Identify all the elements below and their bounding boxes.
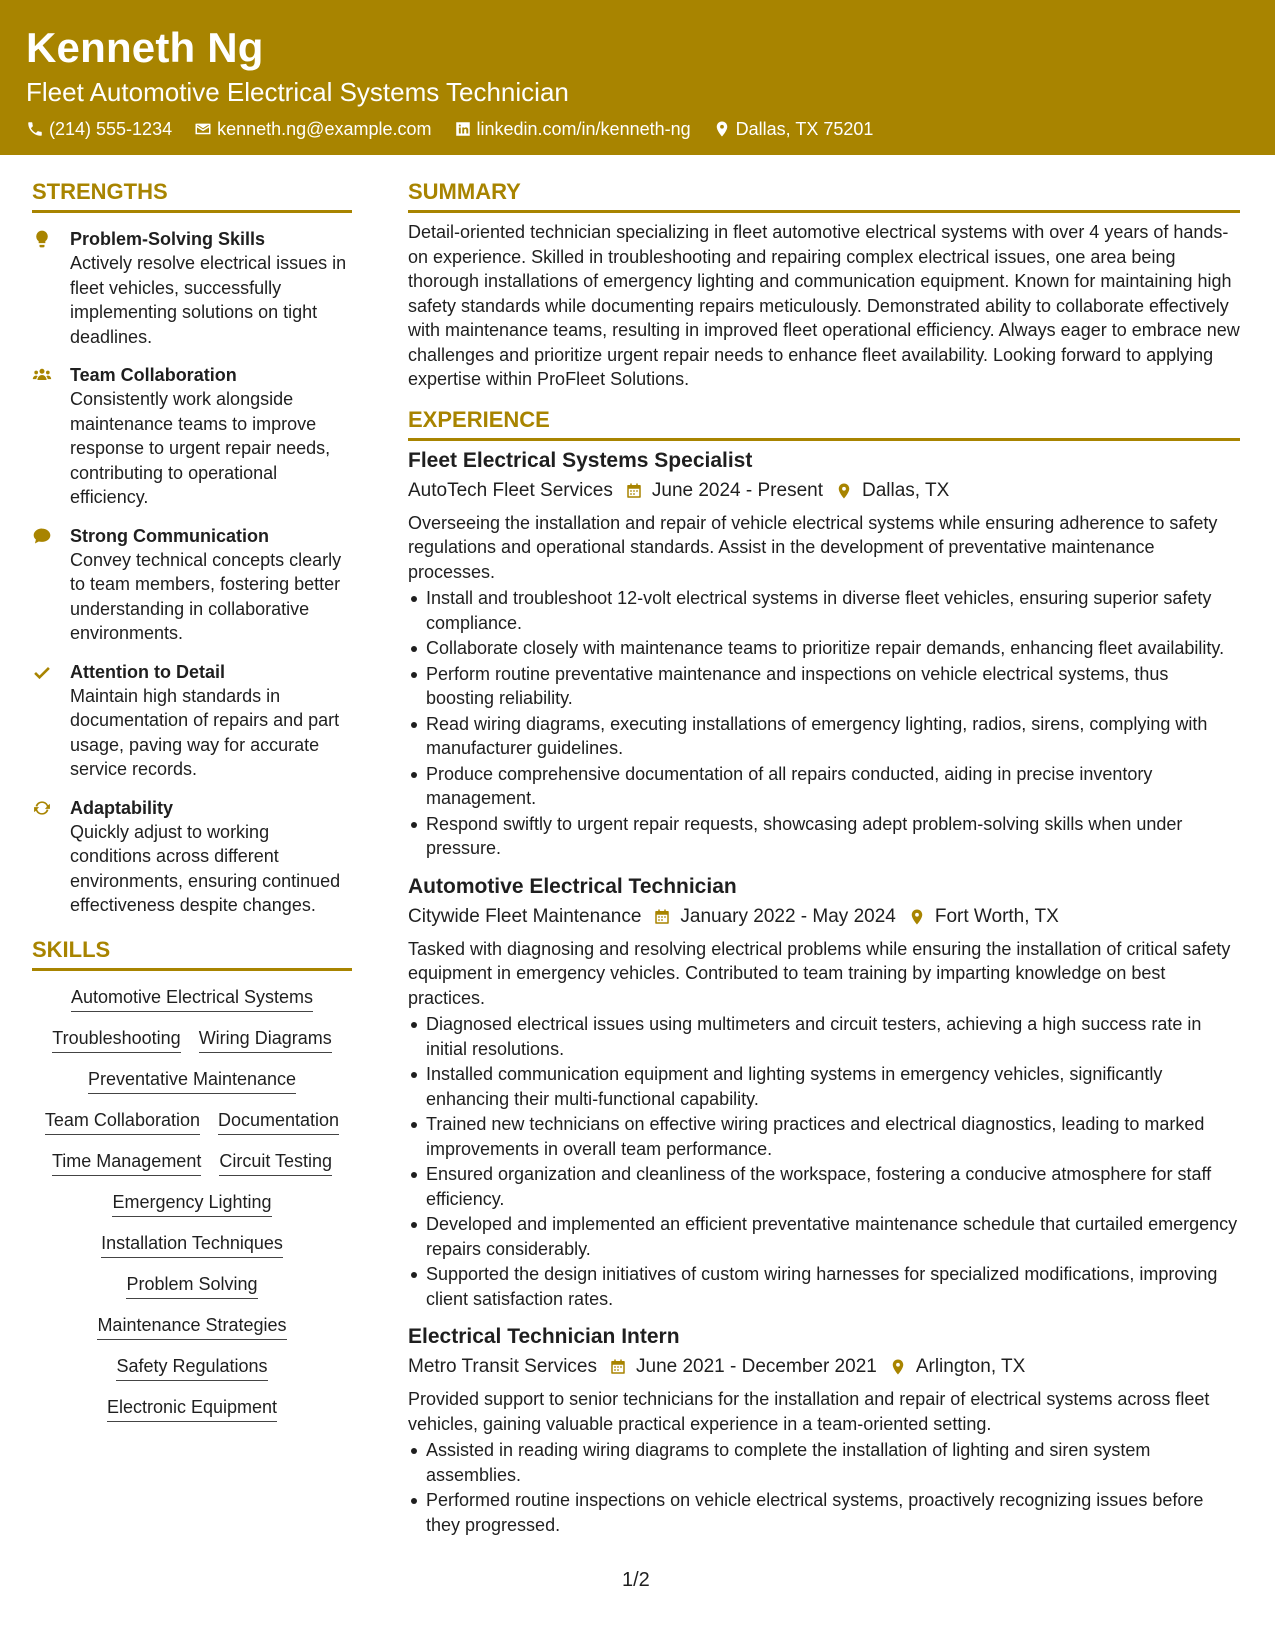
- job-dates: June 2024 - Present: [651, 479, 823, 501]
- job-meta: [408, 1353, 1240, 1381]
- job-location: Fort Worth, TX: [934, 905, 1059, 927]
- job-bullets: [408, 1438, 1240, 1537]
- strength-desc: Consistently work alongside maintenance teams to improve response to urgent repair needs, contributing to operational efficiency.: [70, 389, 331, 507]
- skill-tag: Installation Techniques: [101, 1232, 283, 1258]
- strength-item: [32, 796, 352, 918]
- job-bullet: Ensured organization and cleanliness of the workspace, fostering a conducive atmosphere for staff efficiency.: [408, 1162, 1240, 1211]
- resume-header: [0, 0, 1275, 155]
- envelope-icon: [194, 120, 212, 138]
- lightbulb-icon: [32, 229, 52, 249]
- job-bullet: Collaborate closely with maintenance teams to prioritize repair demands, enhancing fleet availability.: [408, 636, 1240, 661]
- phone-text: (214) 555-1234: [49, 119, 173, 139]
- candidate-title: Fleet Automotive Electrical Systems Technician: [26, 77, 569, 107]
- calendar-icon: [625, 482, 643, 500]
- job-bullets: [408, 586, 1240, 861]
- job-bullet: Installed communication equipment and lighting systems in emergency vehicles, significantly enhancing their multi-functional capability.: [408, 1062, 1240, 1111]
- users-icon: [32, 365, 52, 385]
- strength-item: [32, 227, 352, 349]
- map-marker-icon: [908, 908, 926, 926]
- job-location: Arlington, TX: [915, 1356, 1026, 1377]
- strength-name: Adaptability: [70, 797, 174, 818]
- skill-tag: Electronic Equipment: [107, 1396, 277, 1422]
- job-entry: [408, 447, 1240, 861]
- job-bullet: Supported the design initiatives of custom wiring harnesses for specialized modifications, improving client satisfaction rates.: [408, 1262, 1240, 1311]
- skill-tag: Troubleshooting: [52, 1027, 180, 1053]
- job-entry: [408, 1323, 1240, 1537]
- job-dates: June 2021 - December 2021: [636, 1356, 877, 1377]
- strength-name: Team Collaboration: [70, 365, 237, 385]
- skill-tag: Emergency Lighting: [112, 1191, 271, 1217]
- skill-tag: Automotive Electrical Systems: [71, 986, 313, 1012]
- summary-heading: SUMMARY: [408, 178, 1240, 213]
- summary-text: Detail-oriented technician specializing in fleet automotive electrical systems with over 4 years of hands-on experience. Skilled in troubleshooting and repairing complex electrical issues, one area being thorough installations of emergency lighting and communication equipment. Known for maintaining high safety standards while documenting repairs meticulously. Demonstrated ability to collaborate effectively with maintenance teams, resulting in improved fleet operational efficiency. Always eager to embrace new challenges and prioritize urgent repair needs to enhance fleet availability. Looking forward to applying expertise within ProFleet Solutions.: [408, 222, 1240, 389]
- skill-tag: Team Collaboration: [45, 1109, 200, 1135]
- job-title: Fleet Electrical Systems Specialist: [408, 448, 753, 472]
- calendar-icon: [653, 908, 671, 926]
- job-bullet: Respond swiftly to urgent repair requests, showcasing adept problem-solving skills when under pressure.: [408, 812, 1240, 861]
- strength-item: [32, 524, 352, 646]
- skills-list: [32, 971, 352, 1430]
- calendar-icon: [609, 1358, 627, 1376]
- skill-tag: Problem Solving: [126, 1273, 257, 1299]
- skill-tag: Safety Regulations: [116, 1355, 267, 1381]
- strength-item: [32, 363, 352, 510]
- linkedin-text: linkedin.com/in/kenneth-ng: [476, 119, 691, 139]
- job-bullet: Read wiring diagrams, executing installations of emergency lighting, radios, sirens, complying with manufacturer guidelines.: [408, 712, 1240, 761]
- skills-section: [32, 936, 352, 1430]
- comment-icon: [32, 526, 52, 546]
- job-bullet: Produce comprehensive documentation of all repairs conducted, aiding in precise inventory management.: [408, 762, 1240, 811]
- contact-email[interactable]: [194, 118, 431, 140]
- linkedin-icon: [454, 120, 472, 138]
- left-column: [32, 178, 352, 1430]
- strength-name: Problem-Solving Skills: [70, 229, 266, 249]
- contact-linkedin[interactable]: [454, 118, 691, 140]
- skill-tag: Circuit Testing: [219, 1150, 332, 1176]
- job-bullet: Developed and implemented an efficient preventative maintenance schedule that curtailed emergency repairs considerably.: [408, 1212, 1240, 1261]
- job-company: AutoTech Fleet Services: [408, 479, 613, 501]
- contact-bar: [26, 118, 1275, 140]
- strength-name: Attention to Detail: [70, 661, 225, 682]
- phone-icon: [26, 120, 44, 138]
- job-dates: January 2022 - May 2024: [680, 905, 896, 927]
- right-column: [408, 178, 1240, 1538]
- check-icon: [32, 662, 52, 682]
- strengths-heading: STRENGTHS: [32, 178, 352, 213]
- contact-location: [713, 118, 874, 140]
- skill-tag: Preventative Maintenance: [88, 1068, 296, 1094]
- skill-tag: Wiring Diagrams: [199, 1027, 332, 1053]
- strength-name: Strong Communication: [70, 525, 269, 546]
- map-marker-icon: [889, 1358, 907, 1376]
- job-bullet: Install and troubleshoot 12-volt electrical systems in diverse fleet vehicles, ensuring superior safety compliance.: [408, 586, 1240, 635]
- job-description: Provided support to senior technicians for the installation and repair of electrical systems across fleet vehicles, gaining valuable practical experience in a team-oriented setting.: [408, 1389, 1210, 1434]
- sync-icon: [32, 798, 52, 818]
- job-entry: [408, 873, 1240, 1312]
- job-title: Automotive Electrical Technician: [408, 874, 737, 898]
- job-bullet: Performed routine inspections on vehicle electrical systems, proactively recognizing issues before they progressed.: [408, 1488, 1240, 1537]
- strengths-section: [32, 178, 352, 918]
- job-title: Electrical Technician Intern: [408, 1325, 680, 1348]
- experience-section: [408, 406, 1240, 1538]
- skill-tag: Maintenance Strategies: [97, 1314, 286, 1340]
- strength-desc: Convey technical concepts clearly to team members, fostering better understanding in collaborative environments.: [70, 549, 342, 643]
- map-marker-icon: [713, 120, 731, 138]
- strength-desc: Actively resolve electrical issues in fleet vehicles, successfully implementing solutions on tight deadlines.: [70, 253, 347, 347]
- job-bullet: Diagnosed electrical issues using multimeters and circuit testers, achieving a high success rate in initial resolutions.: [408, 1012, 1240, 1061]
- job-company: Citywide Fleet Maintenance: [408, 905, 642, 927]
- job-bullets: [408, 1012, 1240, 1311]
- job-meta: [408, 903, 1240, 931]
- summary-section: [408, 178, 1240, 392]
- skill-tag: Time Management: [52, 1150, 201, 1176]
- email-text: kenneth.ng@example.com: [217, 119, 432, 139]
- job-description: Tasked with diagnosing and resolving electrical problems while ensuring the installation of critical safety equipment in emergency vehicles. Contributed to team training by imparting knowledge on best practices.: [408, 938, 1231, 1008]
- job-bullet: Assisted in reading wiring diagrams to complete the installation of lighting and siren system assemblies.: [408, 1438, 1240, 1487]
- location-text: Dallas, TX 75201: [735, 119, 874, 139]
- skills-heading: SKILLS: [32, 936, 352, 971]
- map-marker-icon: [835, 482, 853, 500]
- job-meta: [408, 477, 1240, 505]
- job-description: Overseeing the installation and repair of vehicle electrical systems while ensuring adherence to safety regulations and operational standards. Assist in the development of preventative maintenance processes.: [408, 512, 1218, 582]
- candidate-name: Kenneth Ng: [26, 24, 264, 71]
- strength-desc: Maintain high standards in documentation of repairs and part usage, paving way for accurate service records.: [70, 685, 340, 779]
- strength-item: [32, 660, 352, 782]
- job-bullet: Trained new technicians on effective wiring practices and electrical diagnostics, leading to marked improvements in overall team performance.: [408, 1112, 1240, 1161]
- experience-heading: EXPERIENCE: [408, 406, 1240, 441]
- skill-tag: Documentation: [218, 1109, 339, 1135]
- job-bullet: Perform routine preventative maintenance and inspections on vehicle electrical systems, thus boosting reliability.: [408, 662, 1240, 711]
- strength-desc: Quickly adjust to working conditions across different environments, ensuring continued effectiveness despite changes.: [70, 821, 341, 915]
- job-location: Dallas, TX: [862, 479, 950, 501]
- page-number: 1/2: [622, 1569, 650, 1591]
- contact-phone[interactable]: [26, 118, 172, 140]
- job-company: Metro Transit Services: [408, 1356, 597, 1377]
